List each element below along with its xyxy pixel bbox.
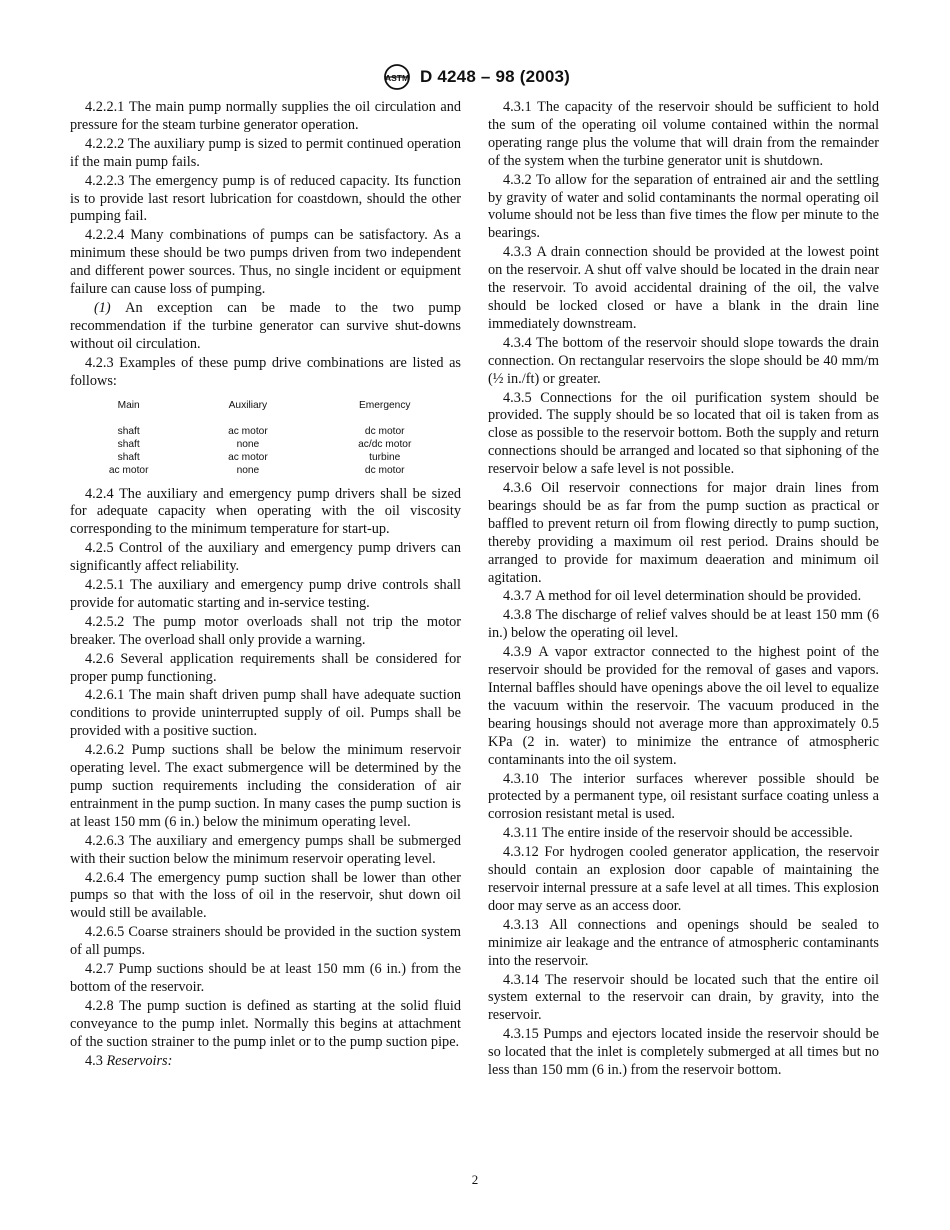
- table-cell: dc motor: [364, 425, 405, 437]
- paragraph-text: Coarse strainers should be provided in the suction system of all pumps.: [70, 924, 461, 959]
- section-number: 4.2.6.4: [85, 869, 125, 886]
- section-number: 4.3.12: [503, 844, 539, 861]
- paragraph-text: The entire inside of the reservoir should be accessible.: [541, 825, 853, 842]
- section-title: Reservoirs:: [106, 1052, 173, 1069]
- right-column: [488, 99, 879, 1081]
- paragraph-text: A method for oil level determination should be provided.: [535, 588, 862, 605]
- table-cell: ac/dc motor: [358, 438, 412, 450]
- paragraph-text: A drain connection should be provided at the lowest point on the reservoir. A shut off valve should be located in the drain near the reservoir. To avoid accidental draining of the oil, the valve should be locked closed or have a blank in the drain line immediately downstream.: [488, 244, 880, 332]
- svg-text:ASTM: ASTM: [384, 73, 409, 83]
- section-number: 4.2.5.2: [85, 613, 125, 630]
- table-cell: dc motor: [364, 464, 405, 476]
- section-number: 4.2.7: [85, 961, 114, 978]
- paragraph-text: Control of the auxiliary and emergency pump drivers can significantly affect reliability.: [70, 540, 461, 575]
- paragraph: [70, 833, 461, 869]
- table-row: [70, 425, 461, 438]
- section-number: 4.2.5: [85, 540, 114, 557]
- section-number: 4.3.8: [503, 607, 532, 624]
- astm-logo-icon: [380, 62, 414, 92]
- paragraph: [488, 335, 879, 389]
- paragraph-text: Connections for the oil purification system should be provided. The supply should be so located that oil is taken from as close as possible to the reservoir bottom. Both the supply and return connections should be arranged and located so that siphoning of the reservoir below a safe level is not possible.: [488, 389, 880, 478]
- paragraph: [70, 924, 461, 960]
- paragraph: [488, 972, 879, 1026]
- paragraph: [70, 540, 461, 576]
- section-number: 4.3.3: [503, 244, 532, 261]
- paragraph: [488, 99, 879, 171]
- section-number: 4.2.6.5: [85, 924, 125, 941]
- paragraph: [70, 961, 461, 997]
- paragraph-text: Pump suctions shall be below the minimum reservoir operating level. The exact submergence will be determined by the pump suction requirements including the consideration of air entrainment in the pump suction. In many cases the pump suction is at least 150 mm (6 in.) below the minimum operating level.: [70, 742, 461, 830]
- table-row: [70, 438, 461, 451]
- section-number: 4.3.7: [503, 588, 532, 605]
- section-number: 4.2.2.4: [85, 227, 125, 244]
- paragraph: [70, 687, 461, 741]
- paragraph: [70, 355, 461, 391]
- paragraph-text: The auxiliary and emergency pumps shall be submerged with their suction below the minimum reservoir operating level.: [70, 832, 461, 867]
- paragraph: [488, 172, 879, 244]
- table-cell: shaft: [117, 425, 140, 437]
- table-cell: shaft: [117, 438, 140, 450]
- paragraph: [70, 998, 461, 1052]
- paragraph-text: The auxiliary pump is sized to permit continued operation if the main pump fails.: [70, 135, 462, 170]
- paragraph: [488, 917, 879, 971]
- section-number: 4.2.8: [85, 997, 114, 1014]
- section-number: 4.2.5.1: [85, 577, 125, 594]
- section-number: 4.3.13: [503, 916, 539, 933]
- paragraph: [70, 300, 461, 354]
- paragraph-text: The emergency pump suction shall be lower than other pumps so that with the loss of oil in the reservoir, shut down oil would still be available.: [70, 869, 461, 922]
- section-number: 4.2.3: [85, 354, 114, 371]
- paragraph-text: Pump suctions should be at least 150 mm (6 in.) from the bottom of the reservoir.: [70, 961, 462, 995]
- section-number: 4.3.4: [503, 334, 532, 351]
- paragraph-text: The discharge of relief valves should be at least 150 mm (6 in.) below the operating oil level.: [488, 607, 879, 642]
- paragraph-text: A vapor extractor connected to the highest point of the reservoir should be provided for the removal of gases and vapors. Internal baffles should have openings above the oil level to equalize the vacuum within the reservoir. The vacuum produced in the bearing housings should not average more than approximately 0.5 KPa (2 in. water) to minimize the entrance of atmospheric contaminants into the oil system.: [488, 644, 880, 768]
- table-cell: turbine: [369, 451, 401, 463]
- section-number: 4.2.6: [85, 650, 114, 667]
- section-number: 4.2.2.1: [85, 99, 125, 115]
- paragraph: [70, 651, 461, 687]
- table-cell: shaft: [117, 451, 140, 463]
- paragraph: [488, 607, 879, 643]
- section-number: 4.3.9: [503, 644, 532, 661]
- paragraph-text: Pumps and ejectors located inside the reservoir should be so located that the inlet is completely submerged at all times but no less than 150 mm (6 in.) from the reservoir bottom.: [488, 1026, 879, 1079]
- paragraph: [488, 480, 879, 587]
- section-number: 4.2.6.1: [85, 687, 125, 704]
- paragraph: [488, 244, 879, 334]
- section-number: 4.3.14: [503, 971, 539, 988]
- section-number: 4.3: [85, 1052, 103, 1069]
- column-header: Auxiliary: [228, 399, 268, 411]
- paragraph: [488, 825, 879, 843]
- table-header-row: [70, 399, 461, 425]
- paragraph-text: The bottom of the reservoir should slope towards the drain connection. On rectangular reservoirs the slope should be 40 mm/m (½ in./ft) or greater.: [488, 334, 879, 387]
- paragraph-text: The interior surfaces wherever possible should be protected by a permanent type, oil resistant surface coating unless a corrosion resistant metal is used.: [488, 770, 879, 823]
- section-number: 4.3.1: [503, 99, 532, 115]
- left-column: [70, 99, 461, 1072]
- paragraph-text: All connections and openings should be sealed to minimize air leakage and the entrance of atmospheric contaminants into the reservoir.: [488, 916, 879, 969]
- paragraph: [70, 577, 461, 613]
- document-designation: D 4248 – 98 (2003): [419, 67, 571, 86]
- paragraph-text: Several application requirements shall be considered for proper pump functioning.: [70, 650, 462, 685]
- section-number: 4.2.2.3: [85, 172, 125, 189]
- paragraph: [70, 227, 461, 299]
- page-header: [0, 62, 950, 97]
- paragraph: [488, 588, 879, 606]
- pump-drive-table: [70, 399, 461, 477]
- section-number: 4.3.15: [503, 1026, 539, 1043]
- paragraph-text: The auxiliary and emergency pump drivers shall be sized for adequate capacity when operating with the oil viscosity corresponding to the minimum temperature for start-up.: [70, 485, 461, 538]
- section-number: 4.3.11: [503, 825, 539, 842]
- table-cell: none: [236, 464, 260, 476]
- table-cell: ac motor: [228, 425, 268, 437]
- paragraph-text: Oil reservoir connections for major drain lines from bearings should be as far from the pump suction as practical or baffled to prevent return oil from flowing directly to pump suction, thereby providing a maximum oil rest period. Drains should be arranged to provide for maximum deaeration and minimum oil agitation.: [488, 480, 879, 586]
- paragraph: [70, 99, 461, 135]
- table-cell: none: [236, 438, 260, 450]
- paragraph: [70, 136, 461, 172]
- section-heading: [70, 1053, 461, 1071]
- section-number: 4.2.4: [85, 485, 114, 502]
- paragraph: [70, 173, 461, 227]
- paragraph-text: Examples of these pump drive combinations are listed as follows:: [70, 354, 461, 389]
- section-number: 4.3.6: [503, 480, 532, 497]
- paragraph: [70, 870, 461, 924]
- paragraph-text: For hydrogen cooled generator application, the reservoir should contain an explosion door capable of maintaining the reservoir internal pressure at a safe level at all times. This explosion door may serve as an access door.: [488, 844, 879, 914]
- paragraph-text: The auxiliary and emergency pump drive controls shall provide for automatic starting and in-service testing.: [70, 577, 461, 611]
- paragraph: [488, 771, 879, 825]
- column-header: Main: [117, 399, 140, 411]
- section-number: 4.3.10: [503, 770, 539, 787]
- column-header: Emergency: [358, 399, 411, 411]
- paragraph-text: The main pump normally supplies the oil circulation and pressure for the steam turbine generator operation.: [70, 99, 461, 133]
- table-row: [70, 464, 461, 477]
- section-number: 4.3.5: [503, 389, 532, 406]
- page-number: 2: [471, 1172, 479, 1187]
- section-number: 4.3.2: [503, 171, 532, 188]
- paragraph-text: Many combinations of pumps can be satisfactory. As a minimum these should be two pumps driven from two independent and different power sources. Thus, no single incident or equipment failure can cause loss of pumping.: [70, 227, 461, 298]
- section-number: 4.2.2.2: [85, 135, 125, 152]
- table-row: [70, 451, 461, 464]
- paragraph-text: The reservoir should be located such that the entire oil system external to the reservoir can drain, by gravity, into the reservoir.: [488, 971, 879, 1024]
- section-number: (1): [94, 299, 111, 316]
- paragraph: [488, 1026, 879, 1080]
- paragraph: [70, 486, 461, 540]
- paragraph-text: The main shaft driven pump shall have adequate suction conditions to provide uninterrupted supply of oil. Pumps shall be provided with a positive suction.: [70, 687, 461, 740]
- paragraph: [488, 844, 879, 916]
- paragraph-text: The capacity of the reservoir should be sufficient to hold the sum of the operating oil volume contained within the normal operating range plus the volume that will drain from the remainder of the system when the turbine generator unit is shutdown.: [488, 99, 879, 169]
- paragraph-text: The pump motor overloads shall not trip the motor breaker. The overload shall only provide a warning.: [70, 613, 461, 648]
- section-number: 4.2.6.3: [85, 832, 125, 849]
- section-number: 4.2.6.2: [85, 742, 125, 759]
- paragraph: [70, 742, 461, 832]
- paragraph: [70, 614, 461, 650]
- table-cell: ac motor: [108, 464, 149, 476]
- paragraph: [488, 644, 879, 769]
- paragraph-text: To allow for the separation of entrained air and the settling by gravity of water and solid contaminants the normal operating oil volume should not be less than five times the flow per minute to the bearings.: [488, 171, 880, 242]
- paragraph-text: The pump suction is defined as starting at the solid fluid conveyance to the pump inlet. Normally this begins at attachment of the suction strainer to the pump inlet or to the pump suction pipe.: [70, 997, 461, 1050]
- paragraph-text: The emergency pump is of reduced capacity. Its function is to provide last resort lubrication for coastdown, should the other pumping fail.: [70, 172, 461, 225]
- paragraph-text: An exception can be made to the two pump recommendation if the turbine generator can survive shut-downs without oil circulation.: [70, 299, 461, 352]
- table-cell: ac motor: [228, 451, 268, 463]
- paragraph: [488, 390, 879, 480]
